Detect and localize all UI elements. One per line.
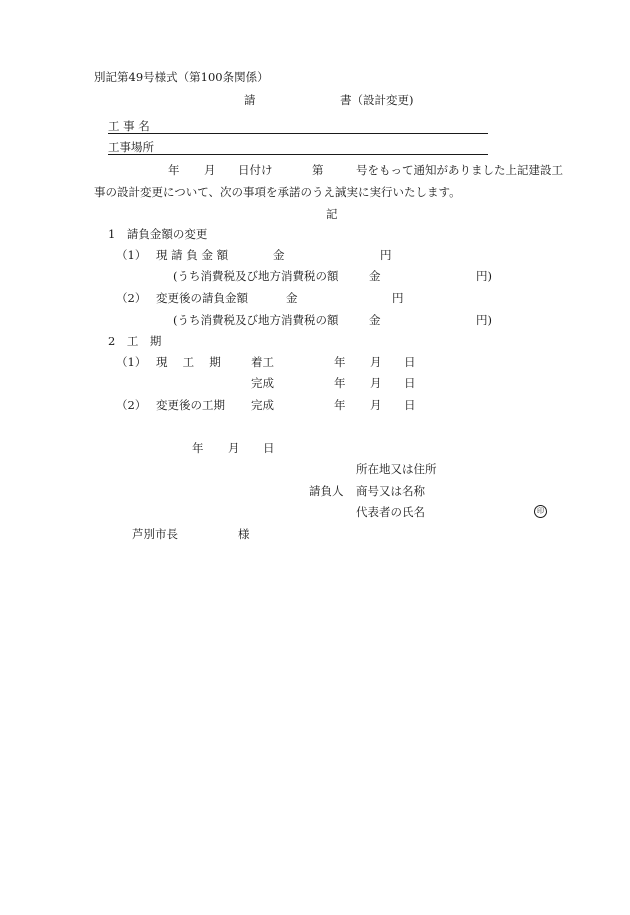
section1-item2-number: （2） bbox=[116, 291, 147, 305]
intro-dated: 日付け bbox=[238, 163, 273, 177]
section1-item1-tax-label: (うち消費税及び地方消費税の額 bbox=[173, 269, 339, 283]
section2-item1-number: （1） bbox=[116, 355, 147, 369]
section1-item1-number: （1） bbox=[116, 248, 147, 262]
intro-number-prefix: 第 bbox=[312, 163, 324, 177]
section1-item2-tax-kin: 金 bbox=[369, 313, 381, 327]
signature-date-year: 年 bbox=[192, 441, 204, 455]
form-reference: 別記第49号様式（第100条関係） bbox=[94, 70, 269, 84]
section2-item1-complete-label: 完成 bbox=[251, 376, 274, 390]
section1-item1-tax-yen: 円) bbox=[476, 269, 492, 283]
addressee-title: 芦別市長 bbox=[132, 527, 178, 541]
project-site-line bbox=[108, 154, 488, 155]
signature-date-day: 日 bbox=[263, 441, 275, 455]
document-title-main: 請 bbox=[244, 93, 256, 107]
contractor-label: 請負人 bbox=[309, 484, 344, 498]
section1-item2-label: 変更後の請負金額 bbox=[156, 291, 248, 305]
section2-item2-complete-label: 完成 bbox=[251, 398, 274, 412]
section2-item2-label: 変更後の工期 bbox=[156, 398, 225, 412]
section2-item2-complete-year: 年 bbox=[334, 398, 346, 412]
section1-item2-tax-yen: 円) bbox=[476, 313, 492, 327]
seal-mark: 印 bbox=[534, 505, 547, 518]
section2-item2-complete-day: 日 bbox=[404, 398, 416, 412]
company-name-label: 商号又は名称 bbox=[356, 484, 425, 498]
ki-marker: 記 bbox=[326, 207, 338, 221]
document-title-rest: 書（設計変更) bbox=[340, 93, 414, 107]
project-name-label: 工 事 名 bbox=[108, 119, 150, 133]
section1-item1-yen: 円 bbox=[380, 248, 392, 262]
section2-item1-start-label: 着工 bbox=[251, 355, 274, 369]
intro-month: 月 bbox=[204, 163, 216, 177]
section1-item2-tax-label: (うち消費税及び地方消費税の額 bbox=[173, 313, 339, 327]
section2-heading: 2 工 期 bbox=[108, 334, 162, 348]
section1-item1-label: 現 請 負 金 額 bbox=[156, 248, 229, 262]
section2-item2-complete-month: 月 bbox=[370, 398, 382, 412]
section1-item2-yen: 円 bbox=[392, 291, 404, 305]
intro-year: 年 bbox=[168, 163, 180, 177]
intro-line2: 事の設計変更について、次の事項を承諾のうえ誠実に実行いたします。 bbox=[94, 185, 461, 199]
addressee-honorific: 様 bbox=[238, 527, 250, 541]
section2-item1-label: 現 工 期 bbox=[156, 355, 221, 369]
section1-item2-kin: 金 bbox=[286, 291, 298, 305]
section2-item1-start-month: 月 bbox=[370, 355, 382, 369]
project-name-line bbox=[108, 133, 488, 134]
intro-line1-rest: 号をもって通知がありました上記建設工 bbox=[356, 163, 563, 177]
section2-item1-start-day: 日 bbox=[404, 355, 416, 369]
section2-item1-complete-month: 月 bbox=[370, 376, 382, 390]
signature-date-month: 月 bbox=[228, 441, 240, 455]
section1-heading: 1 請負金額の変更 bbox=[108, 227, 208, 241]
section2-item1-start-year: 年 bbox=[334, 355, 346, 369]
address-label: 所在地又は住所 bbox=[356, 462, 437, 476]
project-site-label: 工事場所 bbox=[108, 140, 154, 154]
section1-item1-tax-kin: 金 bbox=[369, 269, 381, 283]
section2-item1-complete-day: 日 bbox=[404, 376, 416, 390]
section2-item2-number: （2） bbox=[116, 398, 147, 412]
representative-name-label: 代表者の氏名 bbox=[356, 505, 425, 519]
section1-item1-kin: 金 bbox=[273, 248, 285, 262]
section2-item1-complete-year: 年 bbox=[334, 376, 346, 390]
